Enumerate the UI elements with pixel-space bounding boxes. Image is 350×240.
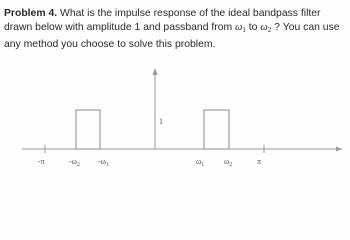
problem-label: Problem 4. (4, 8, 58, 19)
amplitude-axis-arrow (153, 68, 158, 75)
problem-text-c: ? You can use any method you choose to solve this problem. (4, 22, 340, 50)
problem-text-a: What is the impulse response of the ideal bandpass filter drawn below with amplitude 1 and passband from (4, 8, 321, 34)
tick-label-neg-pi: -π (38, 157, 45, 166)
omega1-symbol: $\omega_1$ (235, 22, 246, 35)
tick-label-pi: π (257, 157, 262, 166)
omega2-symbol: $\omega_2$ (260, 22, 272, 35)
problem-text-b: to (245, 22, 261, 34)
passband-negative (76, 110, 100, 149)
tick-label-omega2: $\omega_2$ (224, 157, 233, 168)
passband-positive (204, 110, 229, 149)
amplitude-label: 1 (159, 117, 163, 126)
tick-label-omega1: $\omega_1$ (196, 157, 205, 168)
tick-label-neg-omega1: $-\omega_1$ (98, 157, 109, 168)
frequency-axis-arrow (336, 147, 342, 152)
tick-label-neg-omega2: $-\omega_2$ (69, 157, 80, 168)
